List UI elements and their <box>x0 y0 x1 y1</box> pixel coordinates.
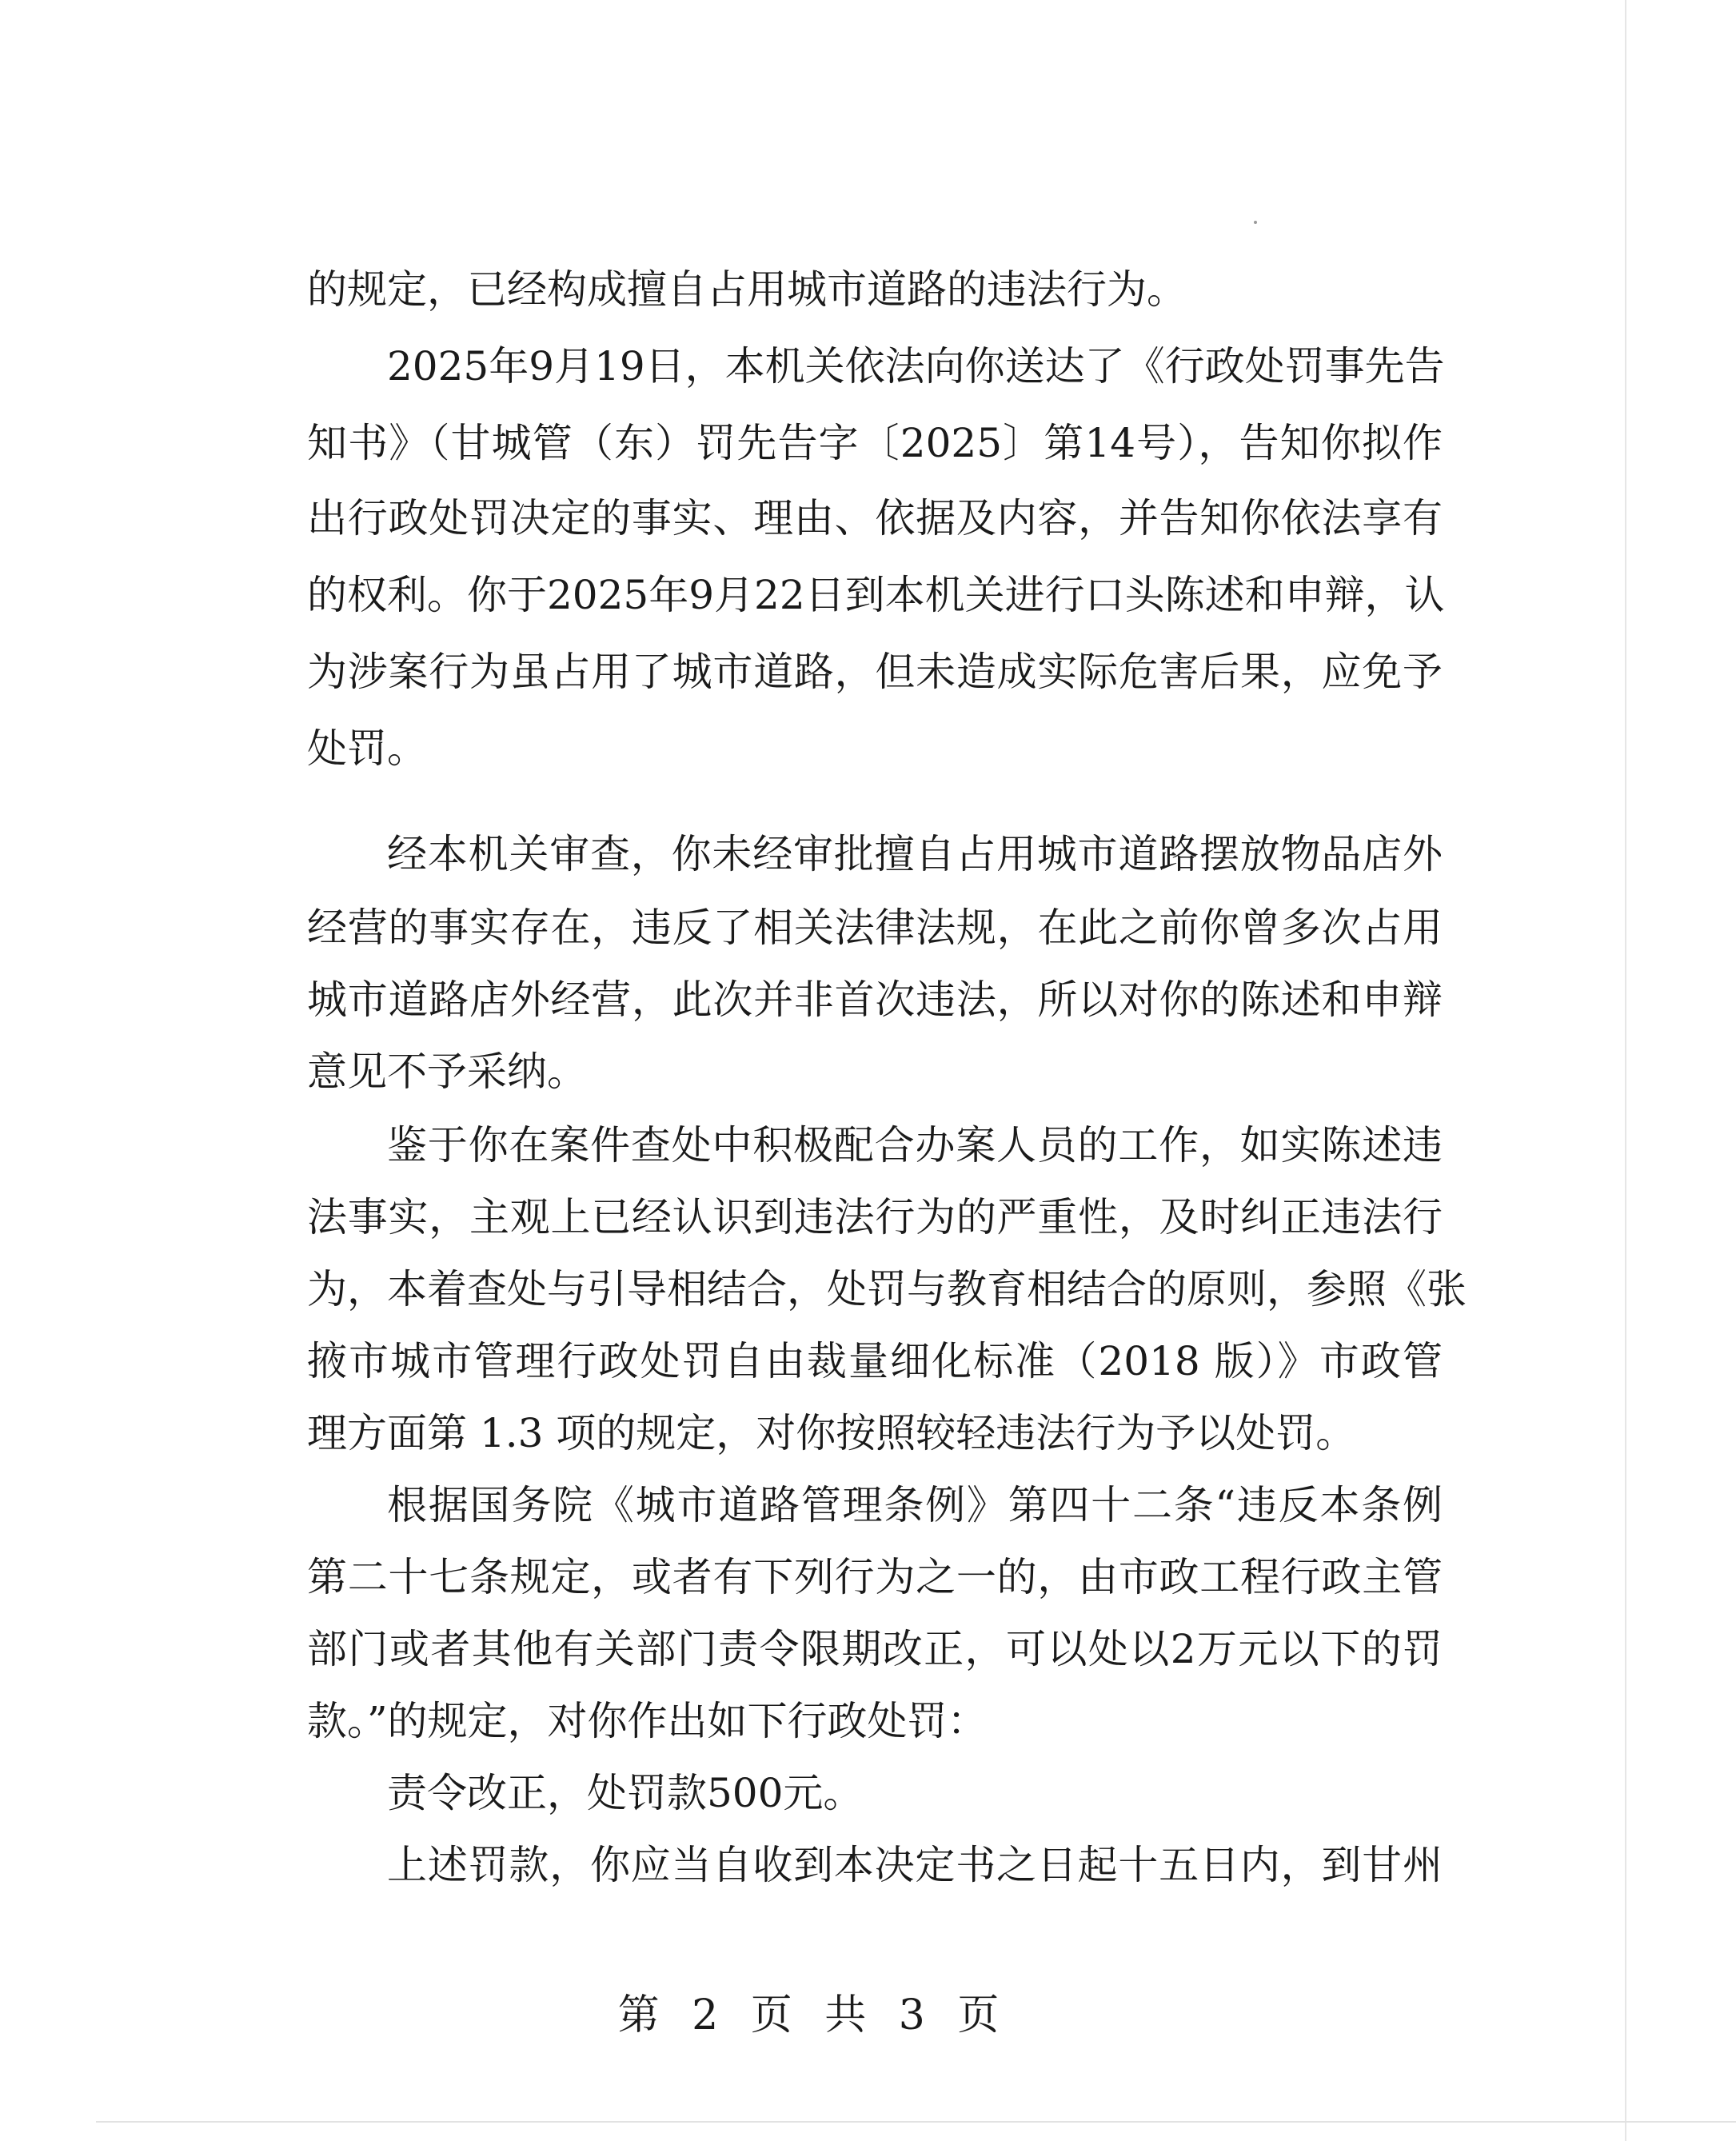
text-line: 出行政处罚决定的事实、理由、依据及内容，并告知你依法享有 <box>307 495 1443 541</box>
text-line: 为，本着查处与引导相结合，处罚与教育相结合的原则，参照《张 <box>307 1266 1467 1312</box>
text-line: 处罚。 <box>307 725 427 772</box>
text-line: 经本机关审查，你未经审批擅自占用城市道路摆放物品店外 <box>387 831 1443 877</box>
text-line: 第二十七条规定，或者有下列行为之一的，由市政工程行政主管 <box>307 1554 1443 1600</box>
scan-speck <box>1254 221 1257 224</box>
text-line: 经营的事实存在，违反了相关法律法规，在此之前你曾多次占用 <box>307 905 1443 951</box>
text-line: 法事实，主观上已经认识到违法行为的严重性，及时纠正违法行 <box>307 1194 1443 1240</box>
text-line: 的权利。你于2025年9月22日到本机关进行口头陈述和申辩，认 <box>307 572 1445 618</box>
text-line: 部门或者其他有关部门责令限期改正，可以处以2万元以下的罚 <box>307 1626 1443 1672</box>
text-line: 理方面第 1.3 项的规定，对你按照较轻违法行为予以处罚。 <box>307 1410 1356 1456</box>
text-line: 意见不予采纳。 <box>307 1049 587 1095</box>
text-line: 2025年9月19日，本机关依法向你送达了《行政处罚事先告 <box>387 343 1445 389</box>
text-line: 知书》（甘城管（东）罚先告字〔2025〕第14号），告知你拟作 <box>307 420 1443 466</box>
text-line: 掖市城市管理行政处罚自由裁量细化标准（2018 版）》市政管 <box>307 1338 1443 1384</box>
text-line: 责令改正，处罚款500元。 <box>387 1770 864 1816</box>
page-number: 第 2 页 共 3 页 <box>617 1991 1009 2039</box>
text-line: 的规定，已经构成擅自占用城市道路的违法行为。 <box>307 266 1187 313</box>
text-line: 为涉案行为虽占用了城市道路，但未造成实际危害后果，应免予 <box>307 649 1443 695</box>
text-line: 鉴于你在案件查处中积极配合办案人员的工作，如实陈述违 <box>387 1122 1443 1168</box>
scan-edge-right <box>1625 0 1626 2141</box>
text-line: 城市道路店外经营，此次并非首次违法，所以对你的陈述和申辩 <box>307 977 1443 1023</box>
scan-edge-bottom <box>96 2121 1736 2123</box>
text-line: 根据国务院《城市道路管理条例》第四十二条“违反本条例 <box>387 1482 1443 1528</box>
text-line: 上述罚款，你应当自收到本决定书之日起十五日内，到甘州 <box>387 1842 1443 1888</box>
text-line: 款。”的规定，对你作出如下行政处罚： <box>307 1698 988 1744</box>
